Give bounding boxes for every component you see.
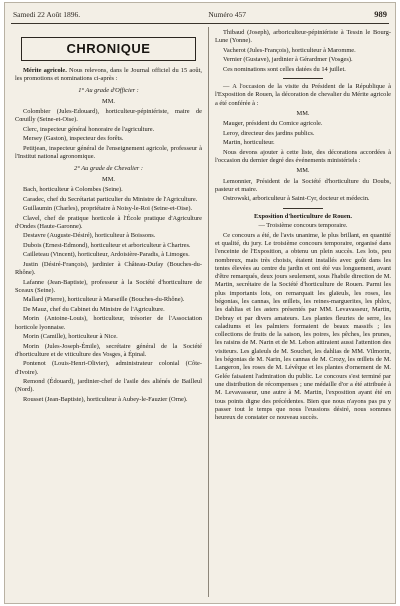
- expo-title: Exposition d'horticulture de Rouen.: [254, 212, 352, 220]
- mm-label: MM.: [102, 175, 115, 183]
- list-item: Justin (Désiré-François), jardinier à Château-Dufay (Bouches-du-Rhône).: [15, 260, 202, 277]
- header-rule: [11, 23, 389, 24]
- list-item: Caradec, chef du Secrétariat particulier du Ministre de l'Agriculture.: [23, 195, 198, 203]
- list-item: Mersey (Gaston), inspecteur des forêts.: [23, 135, 124, 143]
- officier-heading: 1° Au grade d'Officier :: [78, 86, 139, 94]
- list-item: Martin, horticulteur.: [223, 139, 275, 147]
- column-divider: [208, 27, 209, 597]
- left-column: [15, 29, 202, 599]
- list-item: Remond (Édouard), jardinier-chef de l'asile des aliénés de Bailleul (Nord).: [15, 378, 202, 394]
- chronique-title-box: [21, 37, 196, 61]
- mm-label: MM.: [296, 109, 310, 117]
- list-item: Morin (Jules-Joseph-Émile), secrétaire général de la Société d'horticulture et de viticulture des Vosges, à Épinal.: [15, 342, 202, 358]
- list-item: Bach, horticulteur à Colombes (Seine).: [23, 186, 123, 194]
- list-item: Pontenot (Louis-Henri-Olivier), administrateur colonial (Côte-d'Ivoire).: [15, 360, 202, 376]
- mm-label: MM.: [102, 97, 115, 105]
- newspaper-page: [4, 2, 396, 604]
- list-item: Thibaud (Joseph), arboriculteur-pépiniériste à Tessin le Bourg-Lune (Yonne).: [215, 29, 391, 45]
- expo-subheading: — Troisième concours temporaire.: [258, 222, 348, 230]
- list-item: Mallard (Pierre), horticulteur à Marseille (Bouches-du-Rhône).: [23, 296, 185, 304]
- right-column: [215, 29, 391, 599]
- list-item: Dubois (Ernest-Edmond), horticulteur et arboriculteur à Chartres.: [23, 241, 191, 249]
- list-item: Ostrowski, arboriculteur à Saint-Cyr, docteur et médecin.: [223, 195, 370, 203]
- list-item: Vacherot (Jules-François), horticulteur à Maromme.: [223, 46, 356, 54]
- expo-heading: [215, 213, 391, 221]
- list-item: Colombier (Jules-Edouard), horticulteur-pépiniériste, maire de Cœuilly (Seine-et-Oise).: [15, 108, 202, 124]
- issue-date: Samedi 22 Août 1896.: [13, 9, 81, 19]
- merite-title: Mérite agricole.: [23, 67, 67, 74]
- list-item: Petitjean, inspecteur général de l'enseignement agricole, professeur à l'Institut national agronomique.: [15, 144, 202, 161]
- page-header: [13, 7, 387, 21]
- list-item: Clerc, inspecteur général honoraire de l'agriculture.: [23, 125, 155, 133]
- rouen-visit-paragraph: — A l'occasion de la visite du Président de la République à l'Exposition de Rouen, la décoration de chevalier du Mérite agricole a été conférée à :: [215, 83, 391, 107]
- expo-body: Ce concours a été, de l'avis unanime, le plus brillant, en quantité et qualité, du jury. Le troisième concours temporaire, organisé dans l'enceinte de l'Exposition, a obtenu un plein succès. Les lots, peu nombreux, mais très choisis, étaient installés avec goût dans les tentes élevées au centre du jardin et ont été vus longuement, avant d'être remarqués, deux jours seulement, sous l'habile direction de M. Martin, secrétaire de la Société d'horticulture de Rouen. Parmi les plus importants lots, on remarquait les glaïeuls, les roses, les bégonias, les cannas, les œillets, les reines-marguerites, les phlox, les dahlias et les asters présentés par MM. Levavasseur, Martin, Debray et par divers amateurs. Les plantes fleuries de serre, les caladiums et les palmiers formaient de beaux massifs ; les collections de fruits de la saison, les poires, les pêches, les prunes, les raisins de M. Narin et de M. Lebon attiraient aussi l'attention des visiteurs. Les glaïeuls de M. Souchet, les dahlias de MM. Vilmorin, les bégonias de M. Narin, les cannas de M. Crozy, les œillets de M. Langeron, les roses de M. Lévêque et les plantes d'ornement de M. Gelée faisaient l'admiration du public. Le concours s'est terminé par une distribution de récompenses ; une médaille d'or a été attribuée à M. Levavasseur, une autre à M. Martin, l'exposition ayant été en tous points digne des précédentes. Bien que nous n'ayons pas pu y passer tout le temps que nous l'eussions désiré, nous sommes heureux de constater ce nouveau succès.: [215, 231, 391, 422]
- merite-text: Nous relevons, dans le Journal officiel du 15 août, les promotions et nominations ci-après :: [15, 67, 202, 83]
- list-item: Destavre (Auguste-Désiré), horticulteur à Boissons.: [23, 232, 156, 240]
- issue-number: Numéro 457: [208, 9, 247, 19]
- list-item: Rousset (Jean-Baptiste), horticulteur à Aubey-le-Fauzier (Orne).: [23, 395, 188, 403]
- list-item: Lafanne (Jean-Baptiste), professeur à la Société d'horticulture de Sceaux (Seine).: [15, 278, 202, 294]
- list-item: Morin (Camille), horticulteur à Nice.: [23, 333, 118, 341]
- mm-label: MM.: [296, 167, 310, 175]
- merite-paragraph: [15, 67, 202, 84]
- list-item: Leroy, directeur des jardins publics.: [223, 129, 315, 137]
- list-item: Clavel, chef de pratique horticole à l'École pratique d'Agriculture d'Ondes (Haute-Garonne).: [15, 214, 202, 230]
- list-item: Mauger, président du Comice agricole.: [223, 120, 323, 128]
- page-number: 989: [374, 9, 387, 19]
- list-item: Lemonnier, Président de la Société d'horticulture du Doubs, pasteur et maire.: [215, 177, 391, 193]
- section-title: CHRONIQUE: [66, 40, 151, 56]
- list-item: Guillaumin (Charles), propriétaire à Noisy-le-Roi (Seine-et-Oise).: [23, 205, 193, 213]
- list-item: Cailleteau (Vincent), horticulteur, Ardoisière-Paradis, à Limoges.: [23, 251, 190, 259]
- chevalier-heading: 2° Au grade de Chevalier :: [74, 164, 143, 172]
- additional-paragraph: Nous devons ajouter à cette liste, des décorations accordées à l'occasion du dernier degré des événements ministériels :: [215, 148, 391, 164]
- nominations-note: Ces nominations sont celles datées du 14 juillet.: [223, 65, 346, 73]
- separator-rule: [283, 208, 323, 209]
- list-item: Morin (Antoine-Louis), horticulteur, trésorier de l'Association horticole lyonnaise.: [15, 315, 202, 331]
- list-item: De Mauz, chef du Cabinet du Ministre de l'Agriculture.: [23, 305, 165, 313]
- separator-rule: [283, 78, 323, 79]
- list-item: Vernier (Gustave), jardinier à Gérardmer (Vosges).: [223, 56, 353, 64]
